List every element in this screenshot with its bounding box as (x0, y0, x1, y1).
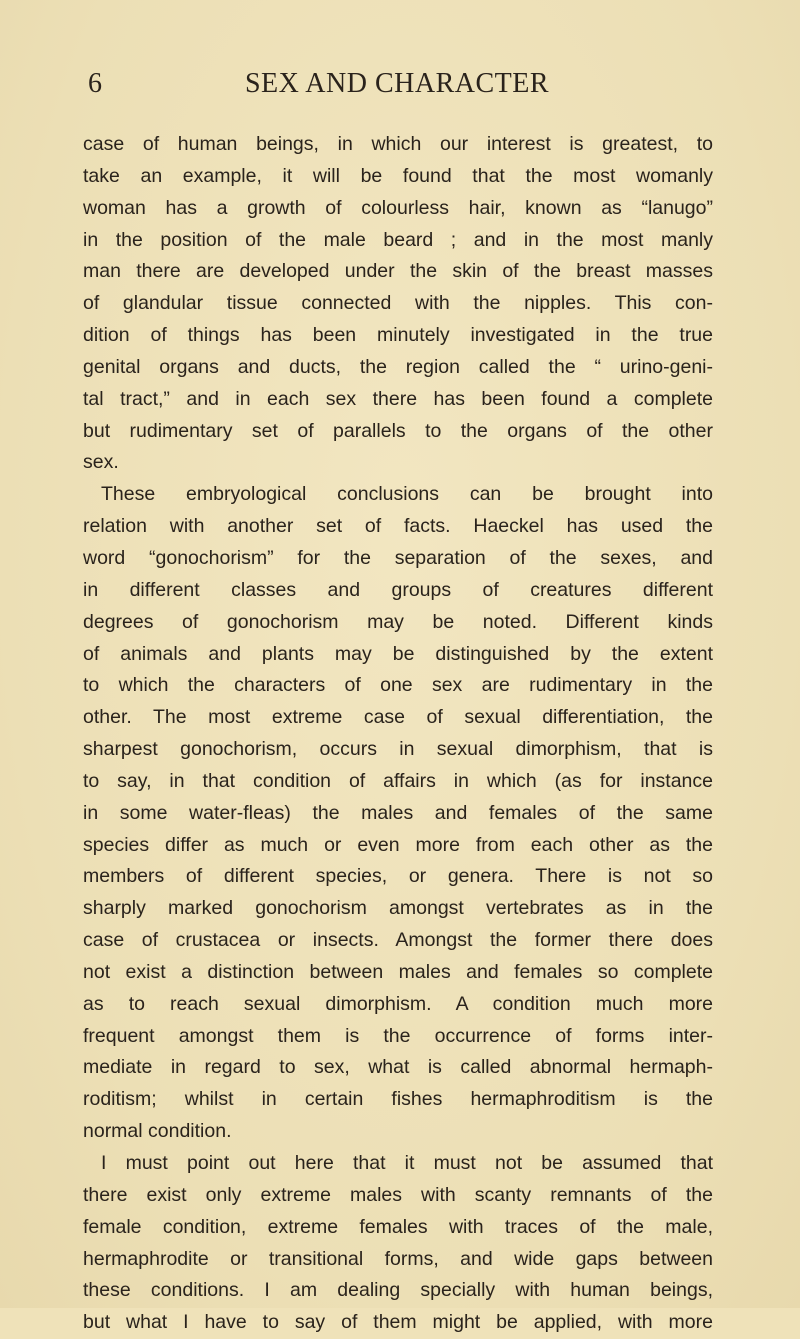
text-line: tal tract,” and in each sex there has been found a complete (83, 387, 713, 410)
text-line: dition of things has been minutely investigated in the true (83, 324, 713, 347)
text-line: in different classes and groups of creatures different (83, 578, 713, 601)
text-line: sharpest gonochorism, occurs in sexual dimorphism, that is (83, 738, 713, 761)
text-line: case of human beings, in which our interest is greatest, to (83, 133, 713, 155)
running-title: SEX AND CHARACTER (244, 68, 550, 99)
text-line: to which the characters of one sex are rudimentary in the (83, 674, 713, 697)
text-line: species differ as much or even more from each other as the (83, 833, 713, 856)
text-line: of glandular tissue connected with the nipples. This con- (83, 292, 713, 315)
text-line: but what I have to say of them might be applied, with more (83, 1311, 713, 1334)
text-line: there exist only extreme males with scanty remnants of the (83, 1183, 713, 1206)
text-line: of animals and plants may be distinguished by the extent (83, 642, 713, 665)
text-line: man there are developed under the skin of the breast masses (83, 260, 713, 283)
text-line: woman has a growth of colourless hair, known as “lanugo” (83, 196, 713, 219)
text-line: These embryological conclusions can be brought into (101, 483, 713, 506)
text-line: roditism; whilst in certain fishes hermaphroditism is the (83, 1088, 713, 1111)
page-number: 6 (88, 68, 103, 99)
text-line: relation with another set of facts. Haeckel has used the (83, 515, 713, 538)
text-line: other. The most extreme case of sexual differentiation, the (83, 706, 713, 729)
text-line: to say, in that condition of affairs in which (as for instance (83, 769, 713, 792)
text-line: in the position of the male beard ; and in the most manly (83, 228, 713, 251)
text-line: normal condition. (83, 1120, 232, 1143)
text-line: frequent amongst them is the occurrence of forms inter- (83, 1024, 713, 1047)
text-line: sharply marked gonochorism amongst vertebrates as in the (83, 897, 713, 920)
text-line: members of different species, or genera. There is not so (83, 865, 713, 888)
text-line: case of crustacea or insects. Amongst the former there does (83, 929, 713, 952)
text-line: in some water-fleas) the males and females of the same (83, 801, 713, 824)
body-text (83, 129, 713, 1339)
text-line: these conditions. I am dealing specially with human beings, (83, 1279, 713, 1302)
running-head (88, 68, 706, 112)
text-line: word “gonochorism” for the separation of the sexes, and (83, 546, 713, 569)
text-line: but rudimentary set of parallels to the organs of the other (83, 419, 713, 442)
text-line: hermaphrodite or transitional forms, and wide gaps between (83, 1247, 713, 1270)
text-line: not exist a distinction between males and females so complete (83, 960, 713, 983)
text-line: take an example, it will be found that the most womanly (83, 164, 713, 187)
text-line: mediate in regard to sex, what is called abnormal hermaph- (83, 1056, 713, 1079)
text-line: I must point out here that it must not be assumed that (101, 1152, 713, 1174)
text-line: as to reach sexual dimorphism. A condition much more (83, 992, 713, 1015)
text-line: sex. (83, 451, 119, 474)
text-line: degrees of gonochorism may be noted. Different kinds (83, 610, 713, 633)
text-line: female condition, extreme females with traces of the male, (83, 1215, 713, 1238)
text-line: genital organs and ducts, the region called the “ urino-geni- (83, 355, 713, 378)
